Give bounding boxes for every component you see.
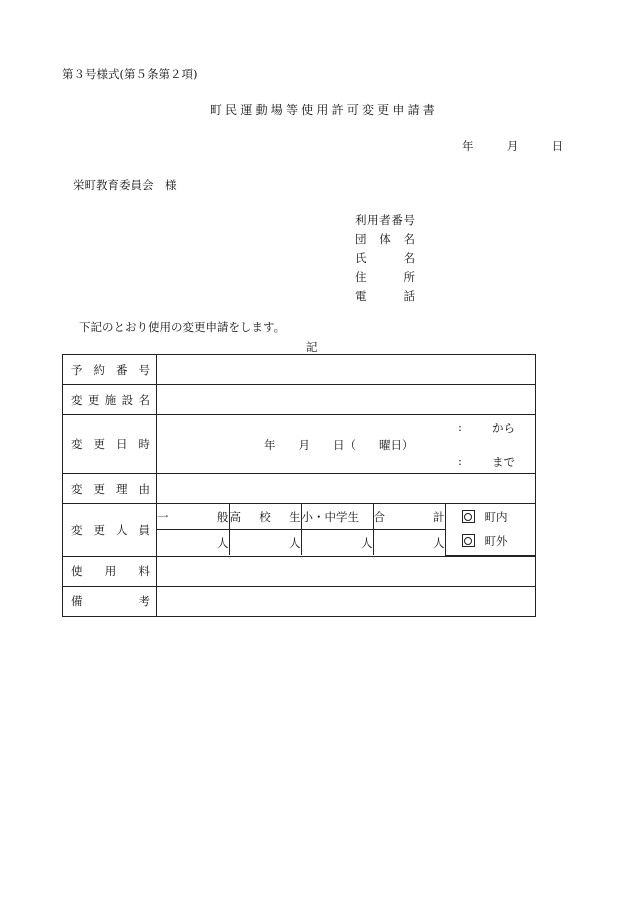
- label-reason: 変更理由: [71, 481, 150, 496]
- label-remarks: 備考: [71, 594, 150, 608]
- label-facility: 変更施設名: [71, 392, 150, 407]
- date-month: 月: [506, 139, 519, 153]
- unit-label: 人: [289, 535, 301, 550]
- label-reservation-no: 予約番号: [71, 362, 150, 377]
- reservation-no-field[interactable]: [157, 355, 536, 385]
- checkbox-icon[interactable]: [462, 510, 475, 523]
- applicant-field-name: 氏名: [355, 251, 415, 265]
- label-people: 変更人員: [71, 522, 150, 537]
- highschool-count-field[interactable]: [229, 530, 301, 556]
- total-count-field[interactable]: [373, 530, 445, 556]
- from-label: から: [492, 421, 515, 435]
- addressee: 栄町教育委員会 様: [73, 178, 177, 192]
- application-date: [462, 138, 563, 154]
- header-highschool: 高校生: [229, 509, 301, 524]
- applicant-field-user-no: 利用者番号: [355, 213, 415, 227]
- general-count-field[interactable]: [157, 530, 229, 556]
- table-row: [63, 474, 536, 504]
- document-title: 町民運動場等使用許可変更申請書: [209, 103, 438, 117]
- table-row: [63, 355, 536, 385]
- from-colon: :: [458, 420, 462, 434]
- table-row: [63, 556, 536, 586]
- remarks-field[interactable]: [157, 586, 536, 616]
- applicant-field-phone: 電話: [355, 289, 415, 303]
- to-colon: :: [458, 454, 462, 468]
- header-elementary-middle: 小・中学生: [301, 509, 359, 524]
- out-town-label: 町外: [484, 534, 508, 549]
- table-row: [63, 504, 536, 557]
- applicant-field-group: 団体名: [355, 232, 415, 246]
- unit-label: 人: [217, 535, 229, 550]
- label-fee: 使用料: [71, 564, 150, 578]
- table-row: [63, 586, 536, 616]
- applicant-field-address: 住所: [355, 270, 415, 284]
- to-label: まで: [492, 455, 515, 469]
- out-town-option[interactable]: [462, 533, 536, 549]
- label-datetime: 変更日時: [71, 437, 150, 451]
- date-day: 日: [551, 139, 564, 153]
- change-request-table: [62, 354, 536, 617]
- table-row: [63, 385, 536, 415]
- header-general: 一般: [157, 509, 229, 524]
- table-row: [63, 415, 536, 474]
- in-town-option[interactable]: [462, 509, 536, 525]
- people-table: [157, 504, 535, 556]
- datetime-field[interactable]: [157, 415, 536, 474]
- reason-field[interactable]: [157, 474, 536, 504]
- facility-field[interactable]: [157, 385, 536, 415]
- header-total: 合計: [373, 509, 445, 524]
- in-town-label: 町内: [484, 510, 508, 525]
- date-year: 年: [462, 139, 474, 153]
- date-line: 年 月 日（ 曜日）: [264, 438, 414, 452]
- applicant-block: [355, 211, 415, 306]
- intro-text: 下記のとおり使用の変更申請をします。: [79, 320, 286, 334]
- elementary-count-field[interactable]: [301, 530, 373, 556]
- unit-label: 人: [361, 535, 373, 550]
- fee-field[interactable]: [157, 556, 536, 586]
- form-number: 第３号様式(第５条第２項): [62, 67, 198, 81]
- checkbox-icon[interactable]: [462, 534, 475, 547]
- ki-heading: 記: [306, 340, 318, 354]
- unit-label: 人: [433, 535, 445, 550]
